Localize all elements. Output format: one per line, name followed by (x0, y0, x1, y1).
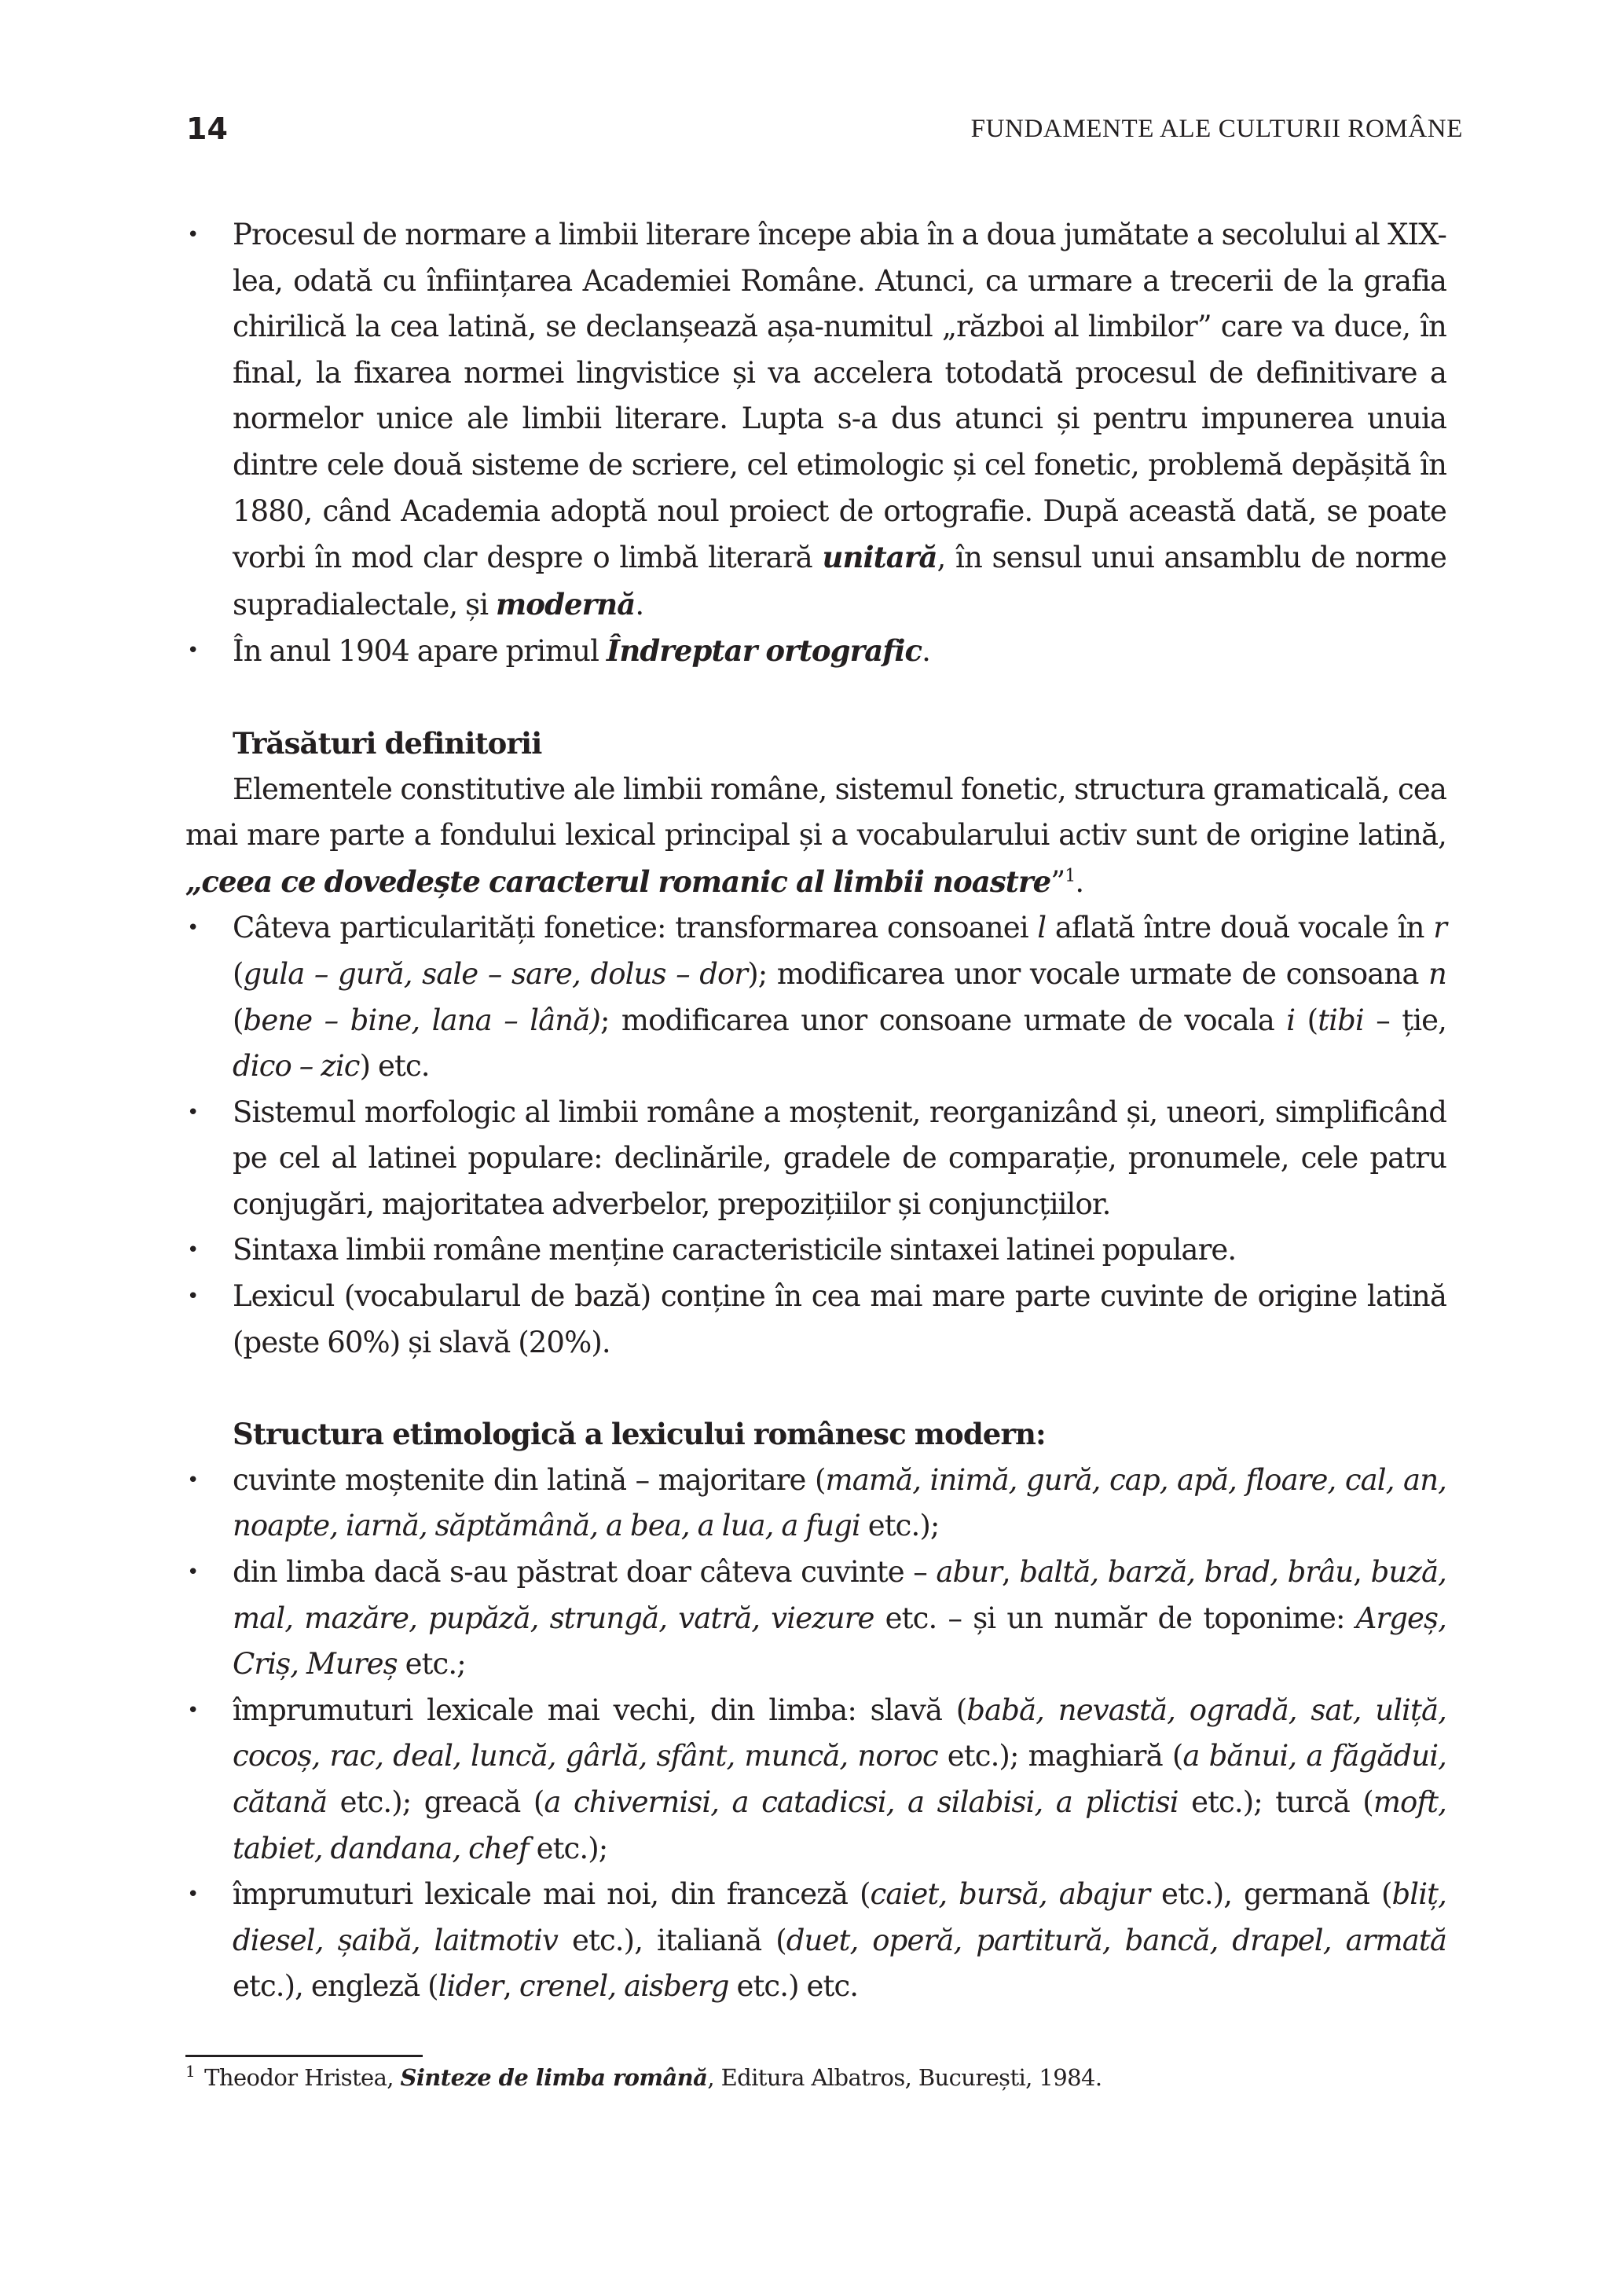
bullet-item (185, 905, 1446, 1089)
text-run: etc.); maghiară ( (937, 1739, 1183, 1773)
emphasized-text: duet, operă, partitură, bancă, drapel, armată (786, 1923, 1447, 1957)
emphasized-text: buză, mal, mazăre, pupăză, strungă, vatră, viezure (233, 1555, 1446, 1635)
bullet-icon: • (187, 1698, 199, 1722)
footnote-reference: 1 (1065, 866, 1076, 886)
features-bullet-list (185, 905, 1446, 1366)
bullet-item (185, 628, 1446, 675)
text-run: etc.); turcă ( (1178, 1785, 1373, 1819)
bullet-icon: • (187, 639, 199, 663)
emphasized-text: bene – bine, lana – lână) (243, 1003, 600, 1037)
emphasized-text: a chivernisi, a catadicsi, a silabisi, a plictisi (544, 1785, 1179, 1819)
bullet-icon: • (187, 916, 199, 941)
text-run: împrumuturi lexicale mai noi, din franceză ( (233, 1877, 871, 1912)
text-run: , (1353, 1555, 1371, 1590)
emphasized-text: tibi (1318, 1003, 1364, 1037)
emphasized-text: unitară (822, 540, 937, 575)
text-run: aflată între două vocale în (1046, 911, 1434, 945)
emphasized-text: Îndreptar ortografic (606, 633, 922, 669)
footnote (185, 2062, 1446, 2093)
text-run: etc.; (397, 1647, 466, 1682)
text-run: , (1002, 1555, 1020, 1590)
emphasized-text: mamă, inimă, gură, cap, apă, floare, cal, an, noapte, iarnă, săptămână, a bea, a lua, a fugi (233, 1462, 1446, 1543)
bullet-icon: • (187, 1285, 199, 1309)
footnote-divider (185, 2055, 423, 2057)
text-run: . (1075, 864, 1084, 899)
text-run: – ție, (1363, 1003, 1446, 1037)
text-run: etc.); (860, 1509, 940, 1543)
page-number: 14 (186, 112, 228, 146)
emphasized-text: bliț, diesel, șaibă, laitmotiv (233, 1877, 1446, 1957)
emphasized-text: l (1037, 911, 1047, 945)
text-run: , (503, 1969, 519, 2004)
emphasized-text: Argeș, Criș, Mureș (233, 1601, 1446, 1682)
text-run: . (635, 587, 644, 622)
text-run: din limba dacă s-au păstrat doar câteva cuvinte – (233, 1555, 937, 1590)
emphasized-text: i (1286, 1003, 1296, 1037)
bullet-item (185, 1872, 1446, 2010)
text-run: ( (1295, 1003, 1318, 1037)
spacer (185, 675, 1446, 721)
bullet-item (185, 1274, 1446, 1366)
main-text (185, 212, 1446, 2010)
text-run: cuvinte moștenite din latină – majoritare ( (233, 1462, 826, 1497)
text-run: împrumuturi lexicale mai vechi, din limba: slavă ( (233, 1693, 967, 1727)
text-run: Sistemul morfologic al limbii române a moștenit, reorganizând și, uneori, simplificând pe cel al latinei populare: declinările, gradele de comparație, pronumele, cele patru conjugări, majoritatea adverbelor, prepozițiilor și conjuncțiilor. (233, 1095, 1446, 1221)
text-run: etc.); (528, 1831, 608, 1865)
etymology-bullet-list (185, 1458, 1446, 2010)
text-run: În anul 1904 apare primul (233, 634, 607, 669)
emphasized-text: crenel, aisberg (519, 1969, 729, 2004)
bullet-item (185, 1688, 1446, 1872)
section-heading-definitorii: Trăsături definitorii (233, 725, 542, 761)
emphasized-text: gula – gură, sale – sare, dolus – dor (243, 956, 748, 991)
text-run: ; modificarea unor consoane urmate de vocala (599, 1003, 1287, 1037)
emphasized-text: a bănui, a făgădui, cătană (233, 1739, 1446, 1819)
text-run: Lexicul (vocabularul de bază) conține în cea mai mare parte cuvinte de origine latină (peste 60%) și slavă (20%). (233, 1279, 1446, 1359)
bullet-item (185, 1090, 1446, 1228)
emphasized-text: abur (936, 1555, 1003, 1590)
emphasized-text: modernă (496, 586, 636, 622)
bullet-icon: • (187, 1100, 199, 1124)
bullet-item (185, 212, 1446, 628)
footnote-author: Theodor Hristea, (204, 2064, 401, 2091)
emphasized-text: babă, nevastă, ogradă, sat, uliță, cocoș, rac, deal, luncă, gârlă, sfânt, muncă, noroc (233, 1693, 1446, 1773)
text-run: etc. – și un număr de toponime: (874, 1601, 1356, 1635)
text-run: ( (233, 1003, 244, 1037)
emphasized-text: r (1433, 911, 1446, 945)
bullet-item (185, 1227, 1446, 1274)
section-heading-structura: Structura etimologică a lexicului românesc modern: (233, 1417, 1046, 1452)
text-run: etc.), italiană ( (558, 1923, 786, 1957)
bullet-icon: • (187, 1468, 199, 1492)
emphasized-text: baltă, barză, brad, brâu (1019, 1555, 1354, 1590)
text-run: Elementele constitutive ale limbii române, sistemul fonetic, structura gramaticală, cea mai mare parte a fondului lexical principal și a vocabularului activ sunt de origine latină, (185, 772, 1446, 853)
spacer (185, 1366, 1446, 1411)
bullet-icon: • (187, 1561, 199, 1585)
bullet-icon: • (187, 1238, 199, 1263)
text-run: Sintaxa limbii române menține caracteristicile sintaxei latinei populare. (233, 1233, 1237, 1267)
text-run: , în sensul unui ansamblu de norme supradialectale, și (233, 541, 1446, 622)
text-run: etc.); greacă ( (327, 1785, 544, 1819)
emphasized-text: lider (438, 1969, 504, 2004)
footnote-publisher: , Editura Albatros, București, 1984. (707, 2064, 1102, 2091)
emphasized-text: dico – zic (233, 1049, 360, 1084)
text-run: etc.), germană ( (1149, 1877, 1392, 1912)
bullet-item (185, 1458, 1446, 1550)
intro-paragraph (185, 767, 1446, 906)
text-run: ) etc. (359, 1049, 430, 1084)
text-run: ); modificarea unor vocale urmate de consoana (747, 956, 1429, 991)
bullet-item (185, 1550, 1446, 1688)
text-run: etc.) etc. (728, 1969, 859, 2004)
emphasized-text: „ceea ce dovedește caracterul romanic al limbii noastre (185, 864, 1051, 899)
text-run: ( (233, 956, 244, 991)
text-run: Câteva particularități fonetice: transformarea consoanei (233, 911, 1038, 945)
intro-bullet-list (185, 212, 1446, 675)
text-run: ” (1050, 864, 1065, 899)
emphasized-text: moft, tabiet, dandana, chef (233, 1785, 1446, 1865)
bullet-icon: • (187, 1883, 199, 1907)
footnote-marker: 1 (185, 2062, 196, 2081)
text-run: . (922, 634, 930, 669)
footnote-book-title: Sinteze de limba română (400, 2064, 708, 2091)
emphasized-text: caiet, bursă, abajur (870, 1877, 1150, 1912)
running-header-title: FUNDAMENTE ALE CULTURII ROMÂNE (970, 115, 1463, 143)
text-run: Procesul de normare a limbii literare începe abia în a doua jumătate a secolului al XIX-lea, odată cu înființarea Academiei Române. Atunci, ca urmare a trecerii de la grafia chirilică la cea latină, se declanșează așa-numitul „război al limbilor” care va duce, în final, la fixarea normei lingvistice și va accelera totodată procesul de definitivare a normelor unice ale limbii literare. Lupta s-a dus atunci și pentru impunerea unuia dintre cele două sisteme de scriere, cel etimologic și cel fonetic, problemă depășită în 1880, când Academia adoptă noul proiect de ortografie. După această dată, se poate vorbi în mod clar despre o limbă literară (233, 218, 1446, 575)
emphasized-text: n (1428, 956, 1446, 991)
text-run: etc.), engleză ( (233, 1969, 438, 2004)
bullet-icon: • (187, 223, 199, 247)
